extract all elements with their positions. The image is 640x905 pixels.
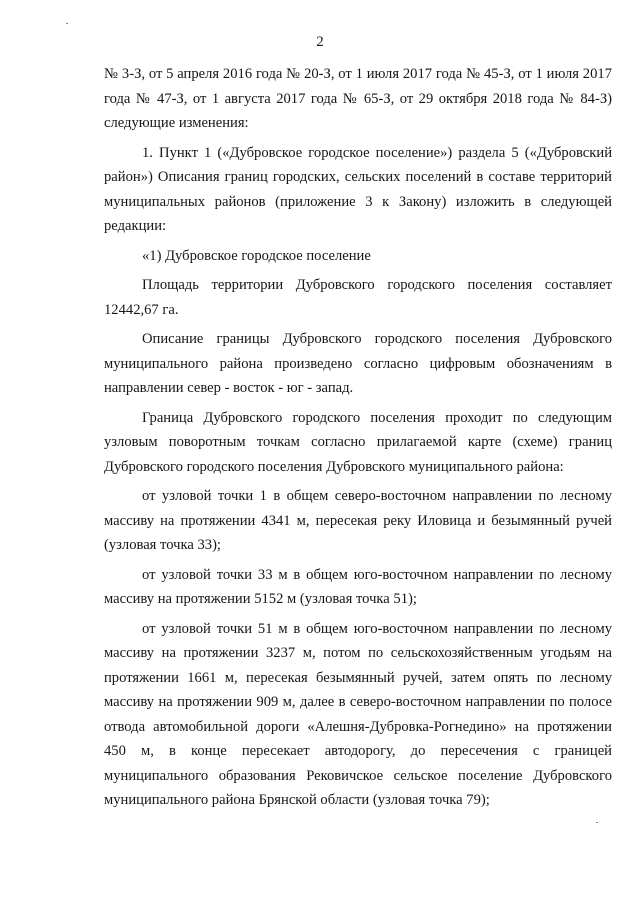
page-number: 2	[316, 34, 324, 50]
paragraph-7: от узловой точки 1 в общем северо-восточном направлении по лесному массиву на протяжении 4341 м, пересекая реку Иловица и безымянный ручей (узловая точка 33);	[104, 488, 612, 553]
paragraph-6: Граница Дубровского городского поселения проходит по следующим узловым поворотным точкам согласно прилагаемой карте (схеме) границ Дубровского городского поселения Дубровского муниципального района:	[104, 409, 612, 475]
paragraph-3: «1) Дубровское городское поселение	[142, 247, 371, 264]
paragraph-9: от узловой точки 51 м в общем юго-восточном направлении по лесному массиву на протяжении 3237 м, потом по сельскохозяйственным угодьям на протяжении 1661 м, пересекая безымянный ручей, затем опять по лесному массиву на протяжении 909 м, далее в северо-восточном направлении по полосе отвода автомобильной дороги «Алешня-Дубровка-Рогнедино» на протяжении 450 м, в конце пересекает автодорогу, до пересечения с границей муниципального образования Рековичское сельское поселение Дубровского муниципального района Брянской области (узловая точка 79);	[104, 620, 612, 808]
paragraph-4: Площадь территории Дубровского городского поселения составляет 12442,67 га.	[104, 277, 612, 318]
scan-speck	[66, 23, 68, 24]
paragraph-8: от узловой точки 33 м в общем юго-восточном направлении по лесному массиву на протяжении 5152 м (узловая точка 51);	[104, 566, 612, 607]
paragraph-1: № 3-З, от 5 апреля 2016 года № 20-З, от 1 июля 2017 года № 45-З, от 1 июля 2017 года № 47-З, от 1 августа 2017 года № 65-З, от 29 октября 2018 года № 84-З) следующие изменения:	[104, 66, 612, 131]
scan-speck	[596, 822, 598, 823]
document-body	[104, 62, 612, 818]
paragraph-5: Описание границы Дубровского городского поселения Дубровского муниципального района произведено согласно цифровым обозначениям в направлении север - восток - юг - запад.	[104, 331, 612, 396]
paragraph-2: 1. Пункт 1 («Дубровское городское поселение») раздела 5 («Дубровский район») Описания границ городских, сельских поселений в составе территорий муниципальных районов (приложение 3 к Закону) изложить в следующей редакции:	[104, 144, 612, 234]
